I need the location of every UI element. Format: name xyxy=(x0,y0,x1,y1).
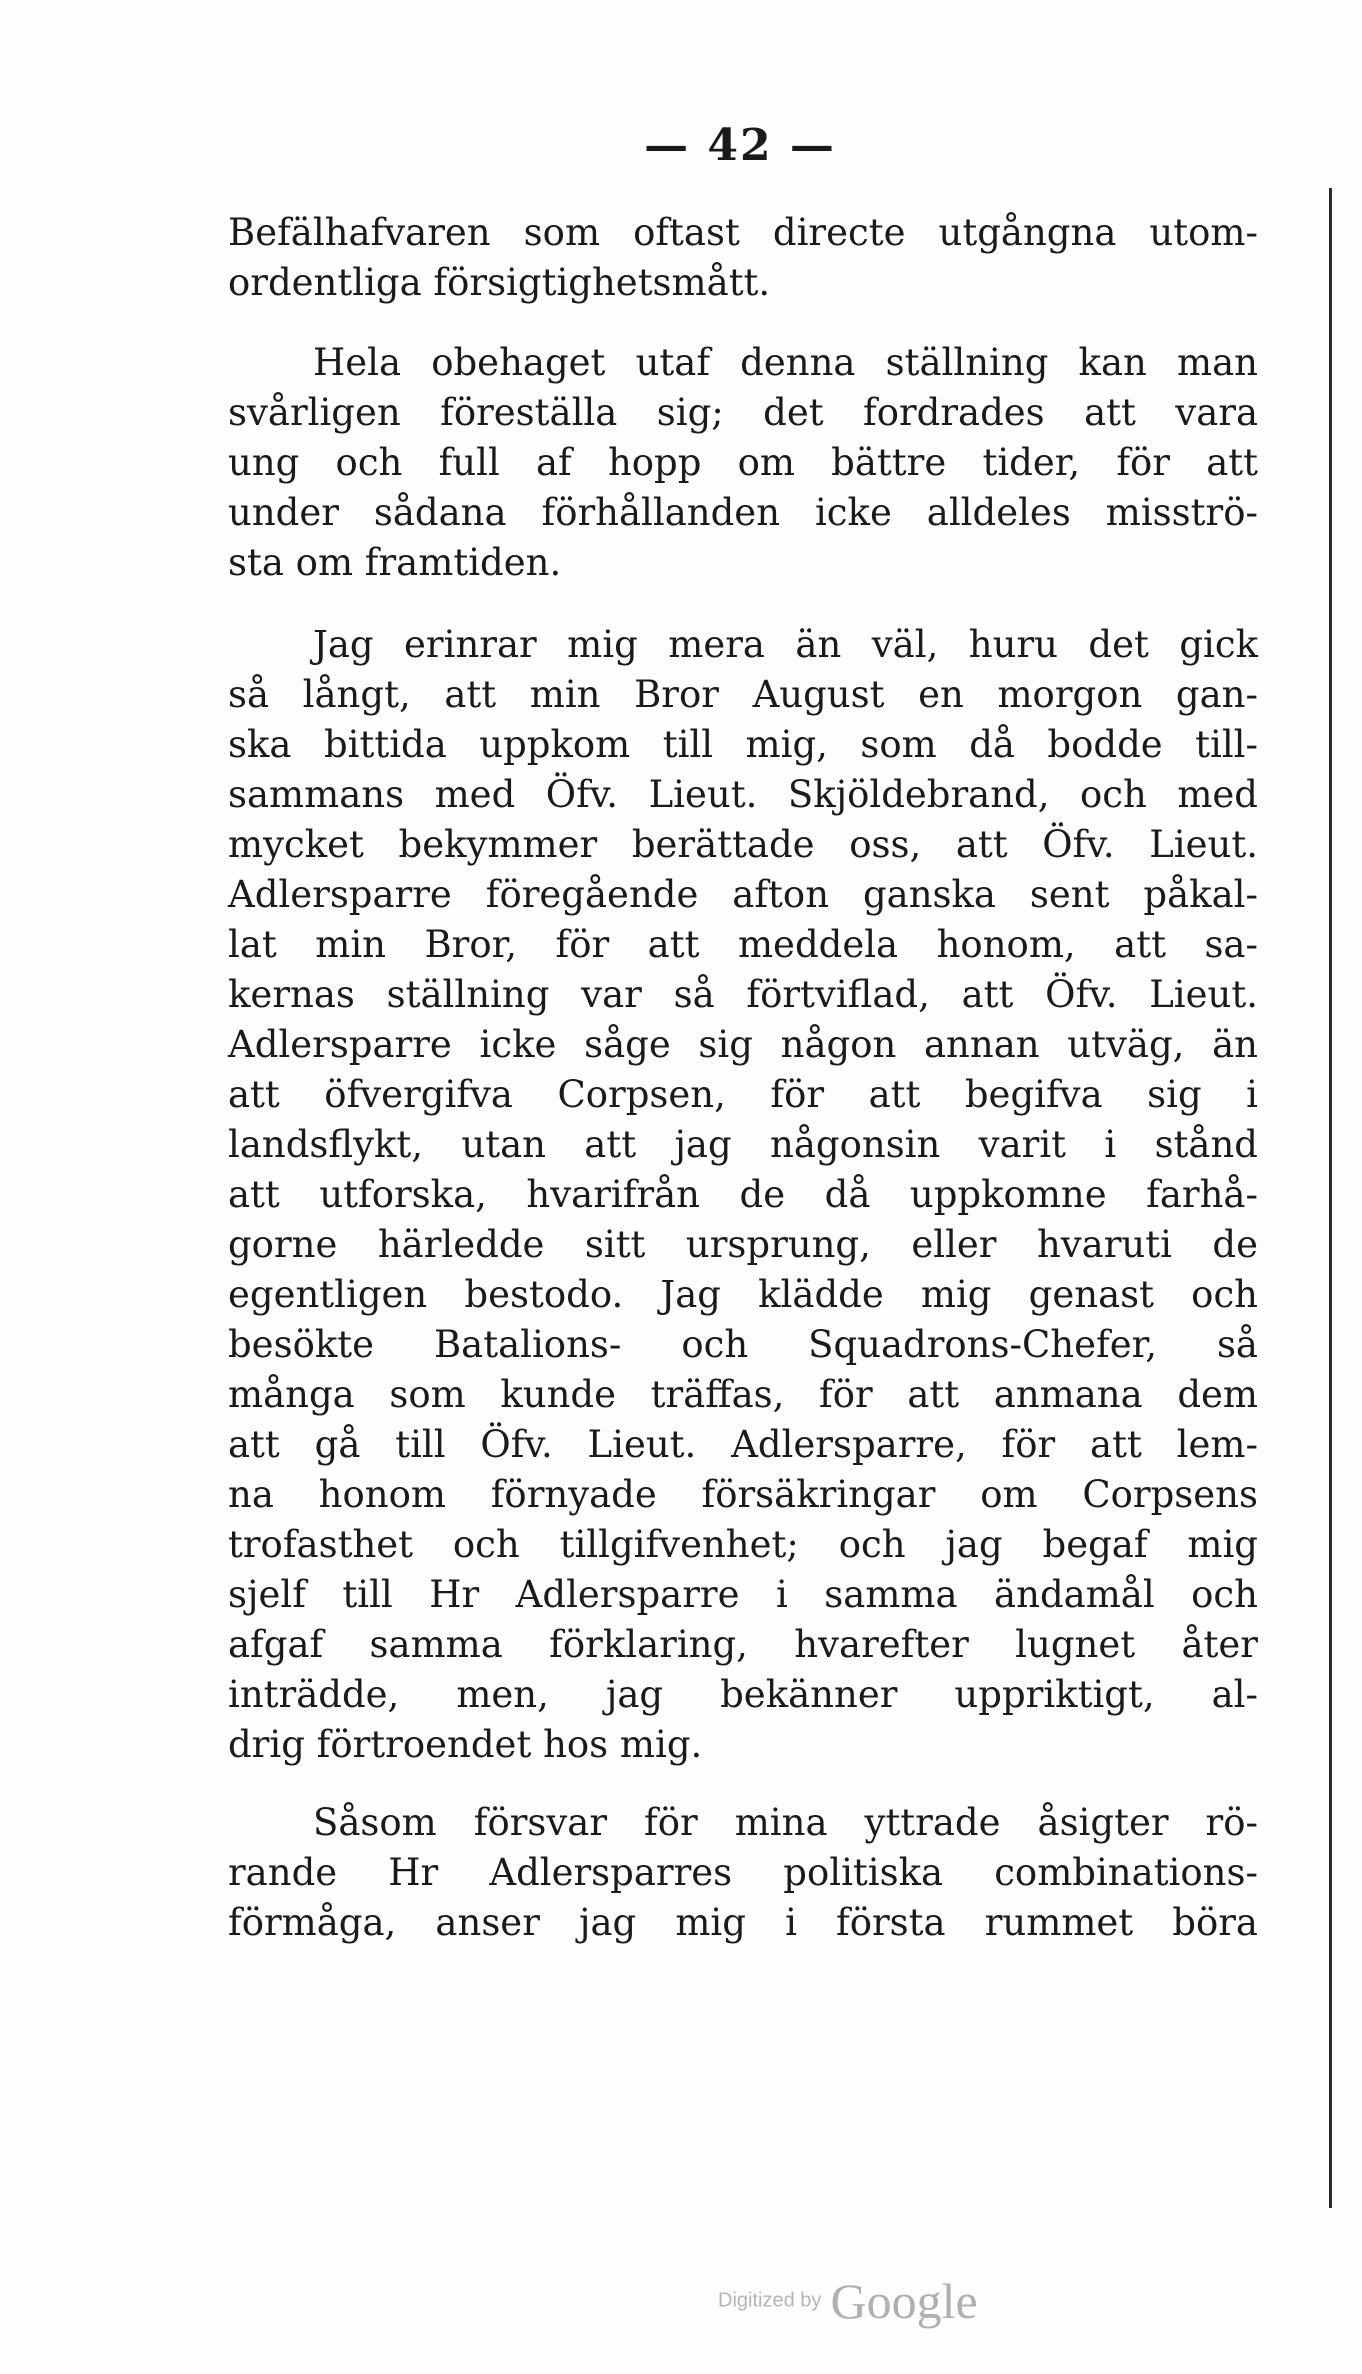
google-logo: Google xyxy=(830,2273,978,2329)
page-edge-rule xyxy=(1329,188,1332,2208)
text-line: na honom förnyade försäkringar om Corpsens xyxy=(228,1473,1258,1516)
page-number: — 42 — xyxy=(644,120,836,171)
text-line: Såsom försvar för mina yttrade åsigter rö- xyxy=(313,1801,1258,1844)
text-line: sta om framtiden. xyxy=(228,541,562,584)
text-line: afgaf samma förklaring, hvarefter lugnet åter xyxy=(228,1623,1258,1666)
text-line: att öfvergifva Corpsen, för att begifva sig i xyxy=(228,1073,1258,1116)
text-line: lat min Bror, för att meddela honom, att sa- xyxy=(228,923,1258,966)
paragraph-3 xyxy=(228,620,1258,1770)
text-line: ordentliga försigtighetsmått. xyxy=(228,261,771,304)
text-line: Befälhafvaren som oftast directe utgångna utom- xyxy=(228,211,1258,254)
text-line: landsflykt, utan att jag någonsin varit i stånd xyxy=(228,1123,1258,1166)
text-line: trofasthet och tillgifvenhet; och jag begaf mig xyxy=(228,1523,1258,1566)
text-line: gorne härledde sitt ursprung, eller hvaruti de xyxy=(228,1223,1258,1266)
text-line: att utforska, hvarifrån de då uppkomne farhå- xyxy=(228,1173,1258,1216)
text-line: sammans med Öfv. Lieut. Skjöldebrand, och med xyxy=(228,773,1258,816)
text-line: Adlersparre icke såge sig någon annan utväg, än xyxy=(228,1023,1258,1066)
text-line: Jag erinrar mig mera än väl, huru det gick xyxy=(313,623,1258,666)
text-line: egentligen bestodo. Jag klädde mig genast och xyxy=(228,1273,1258,1316)
text-line: många som kunde träffas, för att anmana dem xyxy=(228,1373,1258,1416)
paragraph-4 xyxy=(228,1798,1258,1948)
digitized-by-label: Digitized by xyxy=(718,2289,822,2312)
digitized-watermark xyxy=(718,2272,978,2330)
text-line: kernas ställning var så förtviflad, att Öfv. Lieut. xyxy=(228,973,1258,1016)
text-line: rande Hr Adlersparres politiska combinations- xyxy=(228,1851,1258,1894)
text-line: drig förtroendet hos mig. xyxy=(228,1723,703,1766)
text-line: inträdde, men, jag bekänner uppriktigt, al- xyxy=(228,1673,1258,1716)
text-line: under sådana förhållanden icke alldeles misströ- xyxy=(228,491,1258,534)
paragraph-2 xyxy=(228,338,1258,588)
text-line: förmåga, anser jag mig i första rummet böra xyxy=(228,1901,1258,1944)
text-line: Hela obehaget utaf denna ställning kan man xyxy=(313,341,1258,384)
paragraph-1 xyxy=(228,208,1258,308)
text-line: så långt, att min Bror August en morgon gan- xyxy=(228,673,1258,716)
text-line: ska bittida uppkom till mig, som då bodde till- xyxy=(228,723,1258,766)
text-line: sjelf till Hr Adlersparre i samma ändamål och xyxy=(228,1573,1258,1616)
text-line: Adlersparre föregående afton ganska sent påkal- xyxy=(228,873,1258,916)
text-line: att gå till Öfv. Lieut. Adlersparre, för att lem- xyxy=(228,1423,1258,1466)
text-line: mycket bekymmer berättade oss, att Öfv. Lieut. xyxy=(228,823,1258,866)
text-line: besökte Batalions- och Squadrons-Chefer, så xyxy=(228,1323,1258,1366)
text-line: ung och full af hopp om bättre tider, för att xyxy=(228,441,1258,484)
text-line: svårligen föreställa sig; det fordrades att vara xyxy=(228,391,1258,434)
